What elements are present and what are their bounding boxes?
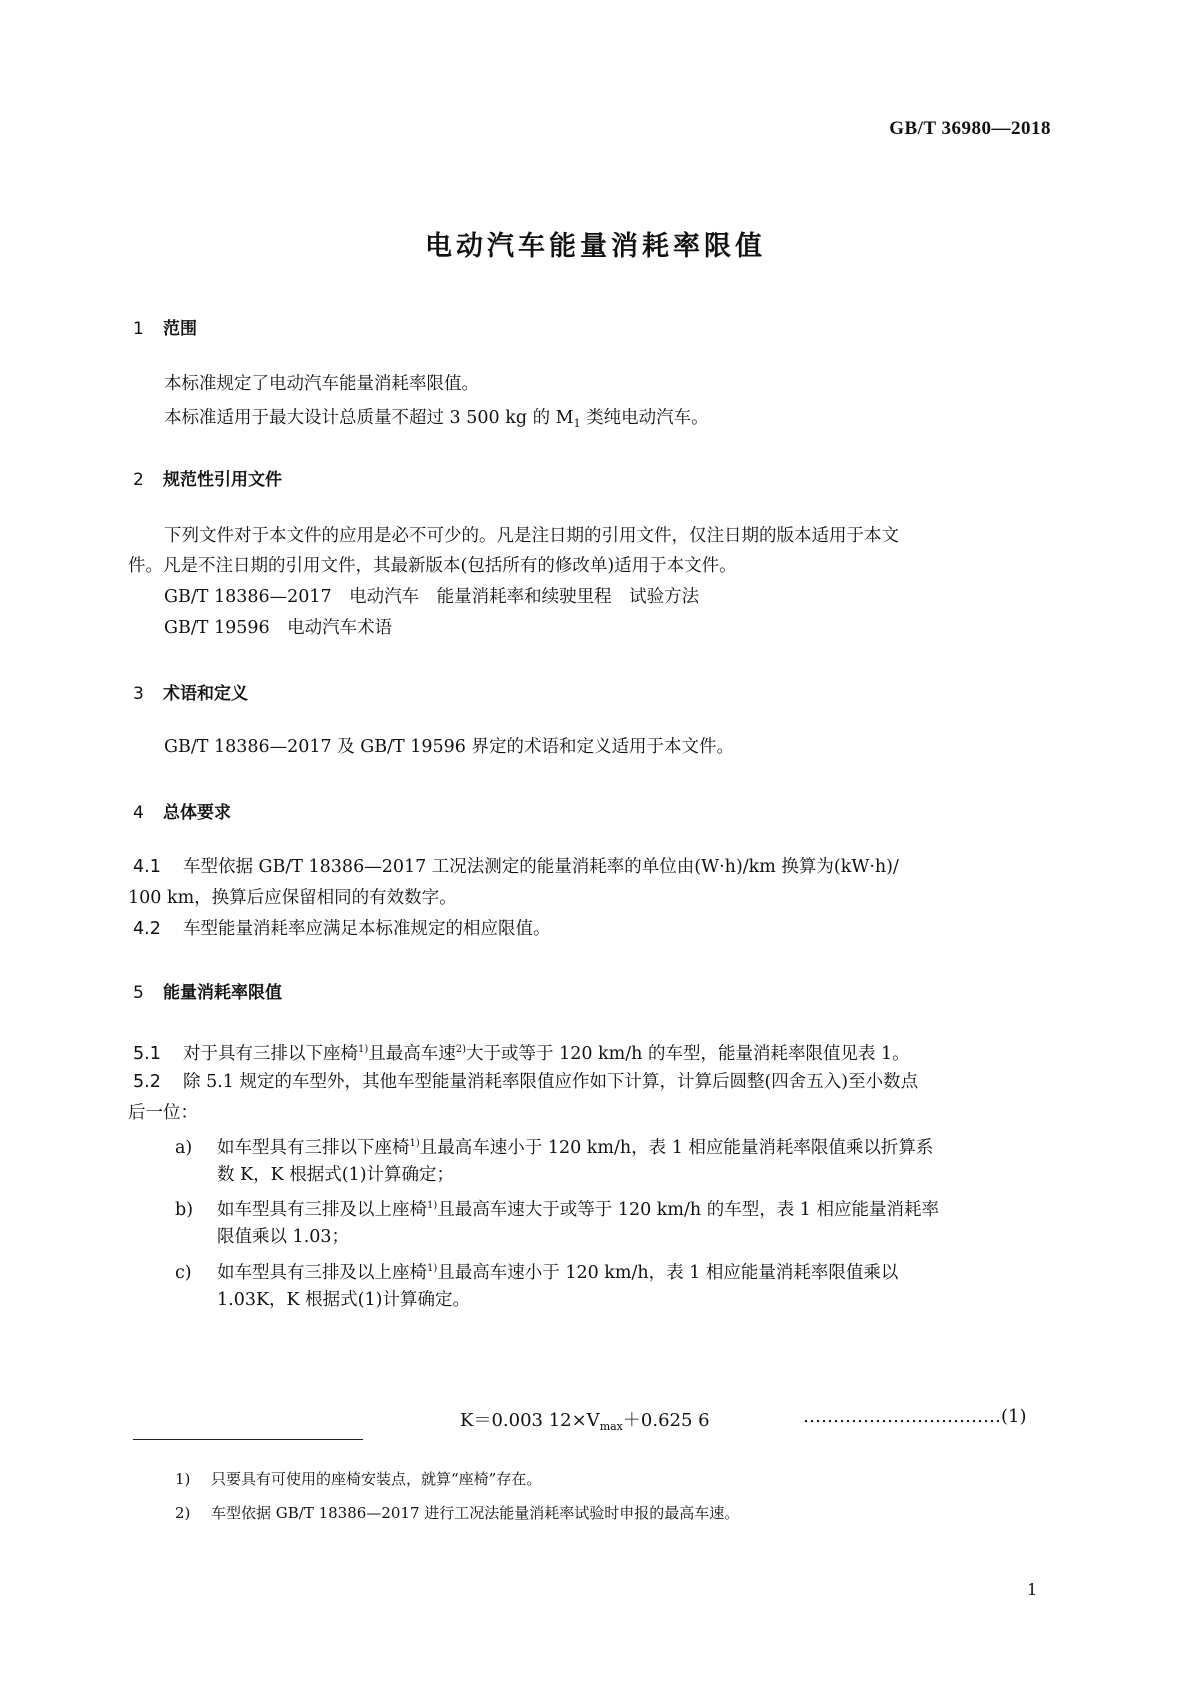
section-title: 能量消耗率限值	[163, 983, 282, 1003]
normative-reference-2: GB/T 19596 电动汽车术语	[164, 618, 393, 638]
section-5-heading	[133, 978, 282, 1003]
page-number: 1	[1027, 1580, 1038, 1599]
section-number: 1	[133, 319, 144, 339]
list-text: 且最高车速小于 120 km/h，表 1 相应能量消耗率限值乘以折算系	[419, 1138, 934, 1158]
para-text: 本标准适用于最大设计总质量不超过 3 500 kg 的 M	[164, 408, 574, 428]
list-label: c)	[175, 1263, 192, 1283]
list-label: a)	[175, 1138, 193, 1158]
footnote-label: 1)	[175, 1470, 191, 1488]
list-text: 且最高车速小于 120 km/h，表 1 相应能量消耗率限值乘以	[437, 1263, 899, 1283]
clause-5-2-line-2: 后一位：	[128, 1103, 198, 1123]
list-text: 如车型具有三排及以上座椅	[217, 1200, 427, 1220]
clause-4-2	[133, 912, 551, 946]
list-item-a-line-2: 数 K，K 根据式(1)计算确定；	[217, 1165, 455, 1185]
clause-text: 大于或等于 120 km/h 的车型，能量消耗率限值见表 1。	[466, 1044, 910, 1064]
formula-text: K＝0.003 12×V	[460, 1410, 600, 1431]
standard-number: GB/T 36980—2018	[889, 118, 1051, 139]
formula-text: ＋0.625 6	[622, 1410, 710, 1431]
section-title: 术语和定义	[163, 684, 248, 704]
section-2-heading	[133, 465, 282, 490]
list-item-b-line-2: 限值乘以 1.03；	[217, 1227, 350, 1247]
section-4-heading	[133, 798, 231, 823]
footnote-divider	[133, 1439, 363, 1440]
para-text: 类纯电动汽车。	[580, 408, 709, 428]
footnote-ref: 1)	[427, 1263, 438, 1274]
subscript: max	[599, 1420, 623, 1433]
clause-text: 除 5.1 规定的车型外，其他车型能量消耗率限值应作如下计算，计算后圆整(四舍五入)至小数点	[183, 1072, 919, 1092]
clause-number: 5.1	[133, 1044, 161, 1064]
clause-text: 对于具有三排以下座椅	[183, 1044, 358, 1064]
section-1-para-2	[164, 401, 709, 441]
list-text: 如车型具有三排及以上座椅	[217, 1263, 427, 1283]
clause-number: 4.1	[133, 857, 161, 877]
document-title: 电动汽车能量消耗率限值	[425, 231, 766, 262]
clause-text: 车型能量消耗率应满足本标准规定的相应限值。	[183, 919, 551, 939]
section-3-heading	[133, 679, 248, 704]
section-2-para-line-1: 下列文件对于本文件的应用是必不可少的。凡是注日期的引用文件，仅注日期的版本适用于本文	[164, 526, 899, 546]
clause-number: 5.2	[133, 1072, 161, 1092]
section-3-para-1: GB/T 18386—2017 及 GB/T 19596 界定的术语和定义适用于本文件。	[164, 737, 735, 757]
section-1-heading	[133, 314, 197, 339]
footnote-ref: 1)	[427, 1200, 438, 1211]
section-number: 3	[133, 684, 144, 704]
footnote-label: 2)	[175, 1504, 191, 1522]
section-title: 范围	[163, 319, 197, 339]
normative-reference-1: GB/T 18386—2017 电动汽车 能量消耗率和续驶里程 试验方法	[164, 587, 700, 607]
footnote-text: 只要具有可使用的座椅安装点，就算“座椅”存在。	[211, 1470, 542, 1488]
clause-5-2-line-1	[133, 1065, 918, 1099]
list-label: b)	[175, 1200, 194, 1220]
clause-4-1-line-1	[133, 850, 899, 884]
footnote-1	[175, 1468, 541, 1489]
subscript: 1	[573, 417, 581, 430]
section-number: 2	[133, 470, 144, 490]
section-title: 规范性引用文件	[163, 470, 282, 490]
list-text: 如车型具有三排以下座椅	[217, 1138, 410, 1158]
section-2-para-line-2: 件。凡是不注日期的引用文件，其最新版本(包括所有的修改单)适用于本文件。	[128, 556, 737, 576]
section-number: 5	[133, 983, 144, 1003]
clause-text: 且最高车速	[368, 1044, 456, 1064]
clause-number: 4.2	[133, 919, 161, 939]
footnote-text: 车型依据 GB/T 18386—2017 进行工况法能量消耗率试验时申报的最高车速。	[211, 1504, 740, 1522]
clause-text: 车型依据 GB/T 18386—2017 工况法测定的能量消耗率的单位由(W·h)/km 换算为(kW·h)/	[183, 857, 899, 877]
footnote-ref: 2)	[455, 1044, 467, 1055]
list-item-c-line-2: 1.03K，K 根据式(1)计算确定。	[217, 1290, 470, 1310]
footnote-ref: 1)	[409, 1138, 420, 1149]
footnote-2	[175, 1502, 739, 1523]
section-title: 总体要求	[163, 803, 231, 823]
section-1-para-1: 本标准规定了电动汽车能量消耗率限值。	[164, 374, 479, 394]
footnote-ref: 1)	[358, 1044, 369, 1055]
section-number: 4	[133, 803, 144, 823]
list-text: 且最高车速大于或等于 120 km/h 的车型，表 1 相应能量消耗率	[437, 1200, 939, 1220]
formula-number: ……………………………(1)	[803, 1406, 1027, 1427]
clause-4-1-line-2: 100 km，换算后应保留相同的有效数字。	[128, 888, 457, 908]
formula-1	[460, 1406, 710, 1433]
